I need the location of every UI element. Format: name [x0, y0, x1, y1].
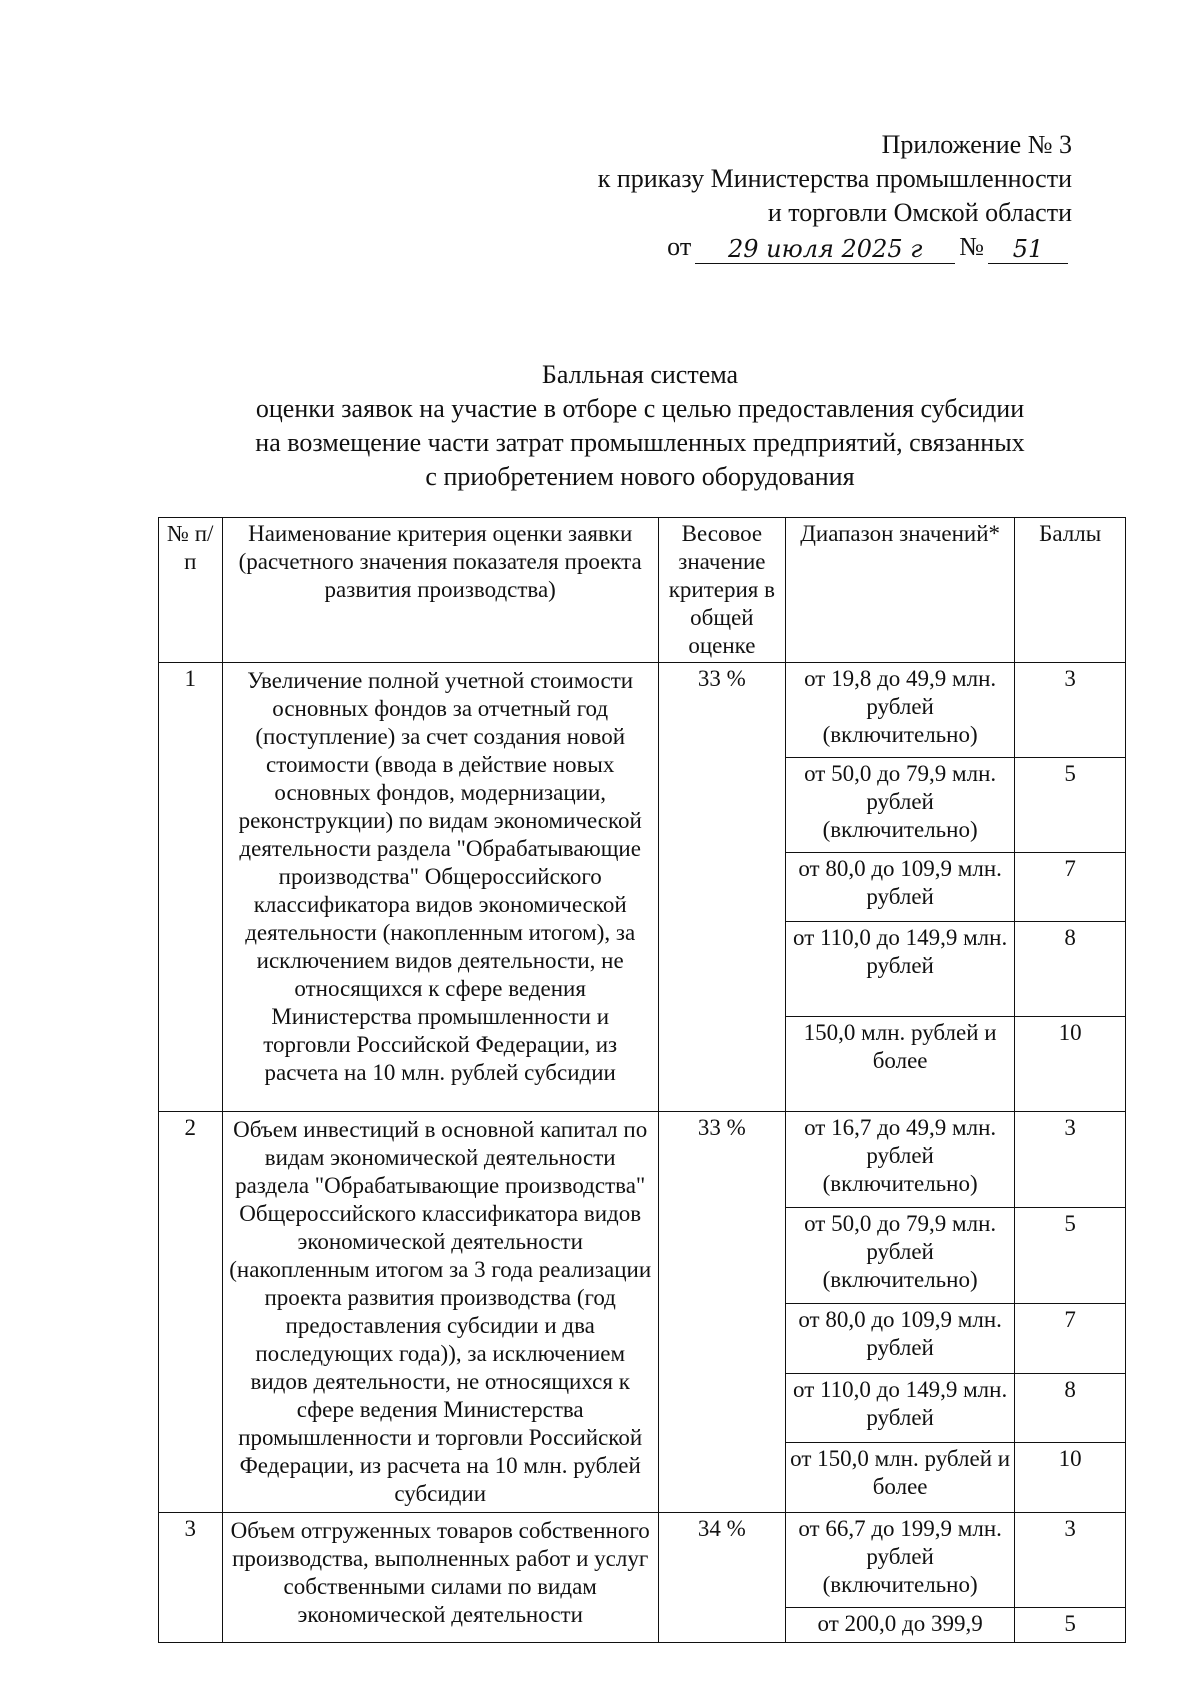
row-weight: 34 % — [658, 1513, 785, 1643]
header-criterion: Наименование критерия оценки заявки (расчетного значения показателя проекта развития производства) — [222, 518, 658, 663]
range-cell: от 16,7 до 49,9 млн. рублей (включительно) — [785, 1112, 1014, 1208]
score-cell: 10 — [1015, 1017, 1126, 1112]
title-line-4: с приобретением нового оборудования — [425, 462, 855, 491]
range-cell: от 50,0 до 79,9 млн. рублей (включительно) — [785, 758, 1014, 853]
annex-header — [598, 128, 1072, 264]
score-cell: 7 — [1015, 1303, 1126, 1373]
range-cell: от 150,0 млн. рублей и более — [785, 1443, 1014, 1513]
range-cell: от 80,0 до 109,9 млн. рублей — [785, 853, 1014, 922]
table-row — [159, 1112, 1126, 1208]
range-cell: от 66,7 до 199,9 млн. рублей (включительно) — [785, 1513, 1014, 1608]
header-weight: Весовое значение критерия в общей оценке — [658, 518, 785, 663]
annex-order-line: к приказу Министерства промышленности — [597, 164, 1072, 193]
title-line-2: оценки заявок на участие в отборе с целью предоставления субсидии — [255, 394, 1025, 423]
score-cell: 7 — [1015, 853, 1126, 922]
header-num: № п/п — [159, 518, 223, 663]
range-cell: 150,0 млн. рублей и более — [785, 1017, 1014, 1112]
row-num: 2 — [159, 1112, 223, 1513]
range-cell: от 200,0 до 399,9 — [785, 1608, 1014, 1643]
title-line-3: на возмещение части затрат промышленных предприятий, связанных — [255, 428, 1025, 457]
row-criterion: Объем отгруженных товаров собственного производства, выполненных работ и услуг собственными силами по видам экономической деятельности — [222, 1513, 658, 1643]
row-num: 1 — [159, 663, 223, 1112]
range-cell: от 80,0 до 109,9 млн. рублей — [785, 1303, 1014, 1373]
table-row — [159, 1513, 1126, 1608]
table-header-row — [159, 518, 1126, 663]
range-cell: от 19,8 до 49,9 млн. рублей (включительно) — [785, 663, 1014, 758]
score-cell: 5 — [1015, 1608, 1126, 1643]
score-cell: 8 — [1015, 922, 1126, 1017]
row-criterion: Объем инвестиций в основной капитал по видам экономической деятельности раздела "Обрабатывающие производства" Общероссийского классификатора видов экономической деятельности (накопленным итогом за 3 года реализации проекта развития производства (год предоставления субсидии и два последующих года)), за исключением видов деятельности, не относящихся к сфере ведения Министерства промышленности и торговли Российской Федерации, из расчета на 10 млн. рублей субсидии — [222, 1112, 658, 1513]
document-title — [0, 358, 1200, 494]
score-cell: 3 — [1015, 1112, 1126, 1208]
score-cell: 3 — [1015, 1513, 1126, 1608]
annex-ministry-line: и торговли Омской области — [767, 198, 1072, 227]
header-range: Диапазон значений* — [785, 518, 1014, 663]
header-score: Баллы — [1015, 518, 1126, 663]
annex-number: Приложение № 3 — [881, 130, 1072, 159]
row-num: 3 — [159, 1513, 223, 1643]
score-cell: 3 — [1015, 663, 1126, 758]
row-weight: 33 % — [658, 663, 785, 1112]
row-criterion: Увеличение полной учетной стоимости основных фондов за отчетный год (поступление) за счет создания новой стоимости (ввода в действие новых основных фондов, модернизации, реконструкции) по видам экономической деятельности раздела "Обрабатывающие производства" Общероссийского классификатора видов экономической деятельности (накопленным итогом), за исключением видов деятельности, не относящихся к сфере ведения Министерства промышленности и торговли Российской Федерации, из расчета на 10 млн. рублей субсидии — [222, 663, 658, 1112]
score-cell: 10 — [1015, 1443, 1126, 1513]
from-label: от — [667, 232, 692, 261]
table-row — [159, 663, 1126, 758]
scoring-table — [158, 517, 1126, 1643]
range-cell: от 110,0 до 149,9 млн. рублей — [785, 1373, 1014, 1443]
handwritten-date: 29 июля 2025 г — [695, 235, 955, 264]
annex-date-line — [598, 230, 1072, 264]
title-line-1: Балльная система — [541, 360, 739, 389]
number-label: № — [959, 232, 984, 261]
range-cell: от 110,0 до 149,9 млн. рублей — [785, 922, 1014, 1017]
score-cell: 5 — [1015, 758, 1126, 853]
row-weight: 33 % — [658, 1112, 785, 1513]
handwritten-number: 51 — [988, 235, 1068, 264]
score-cell: 5 — [1015, 1207, 1126, 1303]
range-cell: от 50,0 до 79,9 млн. рублей (включительно) — [785, 1207, 1014, 1303]
score-cell: 8 — [1015, 1373, 1126, 1443]
